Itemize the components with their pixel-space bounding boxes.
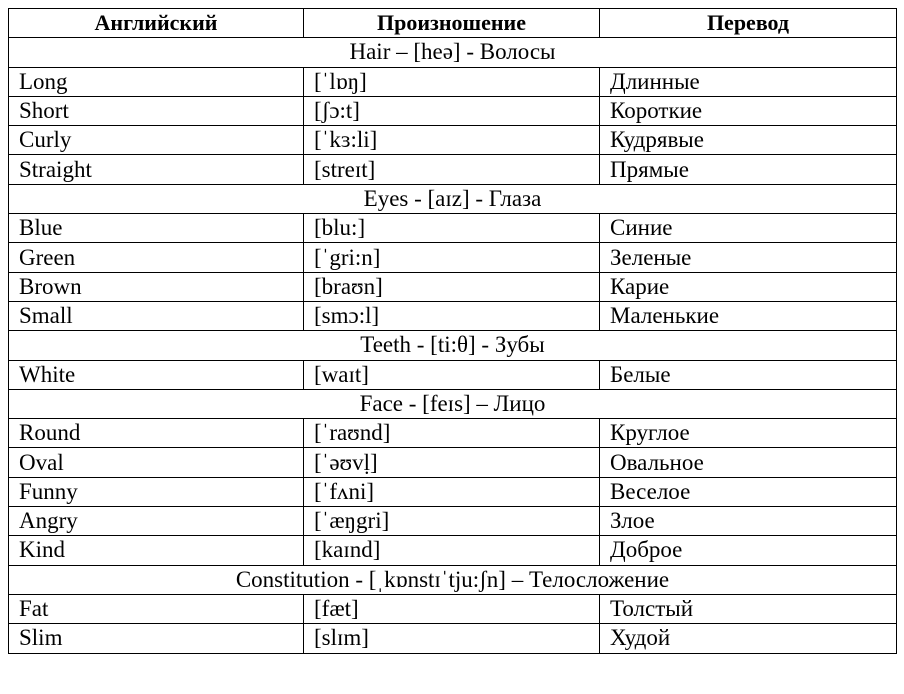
cell-english: Blue [9,214,304,243]
cell-translation: Кудрявые [600,126,897,155]
table-row [9,419,897,448]
cell-english: Straight [9,155,304,184]
cell-english: Slim [9,624,304,653]
cell-translation: Синие [600,214,897,243]
section-title: Face - [feɪs] – Лицо [9,389,897,418]
table-row [9,126,897,155]
table-row [9,214,897,243]
cell-english: Oval [9,448,304,477]
cell-pronunciation: [fæt] [304,594,600,623]
header-translation: Перевод [600,9,897,38]
cell-translation: Зеленые [600,243,897,272]
cell-translation: Длинные [600,67,897,96]
table-row [9,624,897,653]
cell-pronunciation: [ˈəʊvḷ] [304,448,600,477]
cell-english: White [9,360,304,389]
header-row [9,9,897,38]
cell-english: Small [9,301,304,330]
table-row [9,67,897,96]
cell-english: Angry [9,507,304,536]
cell-translation: Маленькие [600,301,897,330]
table-row [9,96,897,125]
cell-english: Curly [9,126,304,155]
cell-translation: Веселое [600,477,897,506]
cell-english: Fat [9,594,304,623]
table-row [9,155,897,184]
cell-translation: Толстый [600,594,897,623]
cell-pronunciation: [ˈkɜ:li] [304,126,600,155]
table-row [9,272,897,301]
cell-pronunciation: [waɪt] [304,360,600,389]
table-row [9,536,897,565]
section-row [9,184,897,213]
section-title: Constitution - [ˌkɒnstɪˈtju:ʃn] – Телосложение [9,565,897,594]
cell-english: Funny [9,477,304,506]
cell-translation: Злое [600,507,897,536]
cell-translation: Прямые [600,155,897,184]
cell-pronunciation: [ˈæŋgri] [304,507,600,536]
cell-english: Green [9,243,304,272]
table-row [9,594,897,623]
header-english: Английский [9,9,304,38]
cell-english: Brown [9,272,304,301]
table-body [9,38,897,653]
cell-english: Round [9,419,304,448]
table-row [9,301,897,330]
cell-translation: Овальное [600,448,897,477]
cell-pronunciation: [slɪm] [304,624,600,653]
table-row [9,243,897,272]
cell-translation: Короткие [600,96,897,125]
vocabulary-table [8,8,897,654]
cell-pronunciation: [ˈfʌni] [304,477,600,506]
cell-pronunciation: [ʃɔ:t] [304,96,600,125]
cell-pronunciation: [ˈraʊnd] [304,419,600,448]
cell-translation: Карие [600,272,897,301]
section-row [9,331,897,360]
cell-pronunciation: [smɔ:l] [304,301,600,330]
cell-english: Long [9,67,304,96]
cell-translation: Круглое [600,419,897,448]
cell-pronunciation: [ˈgri:n] [304,243,600,272]
section-row [9,38,897,67]
table-row [9,477,897,506]
table-row [9,448,897,477]
section-row [9,565,897,594]
table-row [9,507,897,536]
cell-english: Short [9,96,304,125]
header-pronunciation: Произношение [304,9,600,38]
cell-english: Kind [9,536,304,565]
cell-pronunciation: [kaɪnd] [304,536,600,565]
cell-translation: Худой [600,624,897,653]
table-row [9,360,897,389]
section-row [9,389,897,418]
section-title: Hair – [heə] - Волосы [9,38,897,67]
cell-pronunciation: [ˈlɒŋ] [304,67,600,96]
cell-translation: Доброе [600,536,897,565]
section-title: Teeth - [ti:θ] - Зубы [9,331,897,360]
cell-pronunciation: [braʊn] [304,272,600,301]
section-title: Eyes - [aɪz] - Глаза [9,184,897,213]
cell-pronunciation: [streɪt] [304,155,600,184]
cell-pronunciation: [blu:] [304,214,600,243]
cell-translation: Белые [600,360,897,389]
